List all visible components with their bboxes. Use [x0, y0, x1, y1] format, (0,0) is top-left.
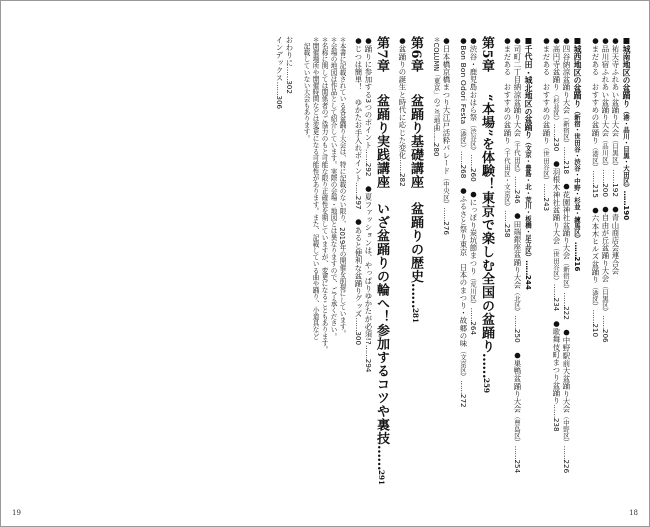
- toc-entry-title: ●祐天寺ふれあい盆踊り大会: [611, 36, 620, 137]
- toc-page-number: 215: [591, 184, 600, 198]
- leader-dots: ……: [469, 154, 478, 168]
- spacer: [583, 36, 590, 456]
- toc-chapter-heading: [407, 36, 424, 456]
- chapter-title: 盆踊り実践講座 いざ盆踊りの輪へ！参加するコツや裏技: [374, 94, 389, 446]
- toc-entry-area: （中央区）: [442, 174, 450, 208]
- toc-page-number: 222: [562, 306, 571, 320]
- toc-entry: [441, 36, 451, 456]
- toc-page-number: 281: [411, 308, 420, 324]
- toc-entry-title: ●六本木ヒルズ盆踊り: [591, 205, 600, 284]
- table-of-contents: [274, 36, 632, 486]
- spacer: [451, 36, 458, 456]
- toc-page-number: 243: [542, 197, 551, 212]
- toc-page-number: 192: [611, 183, 620, 197]
- leader-dots: ……: [459, 380, 468, 394]
- toc-entry-area: （港・品川・目黒・大田区）: [622, 107, 630, 191]
- leader-dots: ……: [513, 445, 522, 460]
- toc-page-number: 218: [562, 160, 571, 175]
- toc-entry: [551, 36, 561, 456]
- leader-dots: ……: [503, 210, 512, 224]
- toc-entry: [397, 36, 407, 456]
- toc-entry-area: （文京区）: [459, 347, 467, 381]
- toc-entry-title: ●あると便利な盆踊りグッズ: [354, 217, 363, 318]
- toc-entry-area: （杉並区）: [552, 90, 560, 124]
- toc-entry-title: ●まだある おすすめの盆踊り: [503, 36, 512, 144]
- toc-chapter-heading: [373, 36, 390, 486]
- toc-entry-title: ●巣鴨盆踊り大会: [513, 350, 522, 413]
- page-number-right: 18: [629, 509, 638, 517]
- leader-dots: ……: [374, 445, 389, 471]
- toc-entry-title: ●夏ファッションは、やっぱりゆかたが必須!?: [364, 184, 373, 345]
- toc-entry-area: （文京・豊島・北・荒川・板橋・足立区）: [524, 138, 532, 261]
- leader-dots: ……: [469, 307, 478, 322]
- spacer: [294, 36, 301, 456]
- toc-page-number: 264: [469, 321, 478, 336]
- toc-page-number: 246: [513, 189, 522, 204]
- toc-entry-title: ■千代田・城北地区の盆踊り: [524, 36, 533, 139]
- toc-section-heading: [571, 36, 583, 456]
- toc-page-number: 297: [354, 195, 363, 210]
- chapter-label: 第6章: [408, 36, 423, 73]
- toc-page-number: 230: [552, 137, 561, 152]
- toc-entry: [353, 36, 363, 456]
- toc-page-number: 294: [364, 358, 373, 373]
- leader-dots: ……: [513, 176, 522, 190]
- toc-entry-title: ●中野駅前大盆踊り大会: [562, 327, 571, 413]
- leader-dots: ……: [364, 344, 373, 359]
- toc-page-number: 250: [513, 328, 522, 343]
- leader-dots: ……: [601, 315, 610, 329]
- toc-entry: [561, 36, 571, 474]
- toc-entry-title: ●渋谷・鹿児島おはら祭: [469, 36, 478, 122]
- toc-entry: [363, 36, 373, 456]
- leader-dots: ……: [591, 170, 600, 185]
- toc-entry-title: ●羽根木神社盆踊り大会: [552, 158, 561, 245]
- spacer: [390, 36, 397, 456]
- toc-entry-title: ●高円寺盆踊り: [552, 36, 561, 91]
- toc-note: [319, 36, 328, 456]
- toc-entry-title: ●日本橋京橋まつり大江戸活粋パレード: [442, 36, 451, 175]
- toc-entry-title: ●まだある おすすめの盆踊り: [542, 36, 551, 144]
- leader-dots: ……: [552, 123, 561, 138]
- toc-entry-area: （中野区）: [562, 412, 570, 446]
- toc-entry-title: ●歌舞伎町まつり盆踊り: [552, 318, 561, 405]
- toc-note: [310, 36, 319, 456]
- toc-entry-area: （世田谷区）: [552, 244, 560, 284]
- toc-page-number: 210: [591, 323, 600, 338]
- toc-page-number: 200: [601, 183, 610, 197]
- leader-dots: ……: [459, 150, 468, 165]
- toc-entry-title: ●花園神社盆踊り大会: [562, 181, 571, 260]
- toc-entry-area: （新宿区）: [562, 113, 570, 147]
- leader-dots: ……: [442, 207, 451, 222]
- toc-entry-title: おわりに: [285, 36, 294, 67]
- leader-dots: ……: [622, 190, 631, 206]
- toc-page-number: 226: [562, 459, 571, 474]
- toc-page-number: 302: [285, 80, 294, 94]
- toc-entry: [541, 36, 551, 456]
- leader-dots: ……: [562, 292, 571, 307]
- chapter-title: “本場”を体験！東京で楽しむ全国の盆踊り: [479, 94, 494, 354]
- toc-entry-title: ●踊りに参加する3つのポイント: [364, 36, 373, 149]
- leader-dots: ……: [432, 130, 440, 143]
- toc-note: [301, 36, 310, 456]
- toc-page-number: 282: [398, 172, 407, 187]
- page-number-left: 19: [12, 509, 21, 517]
- toc-page-number: 244: [524, 274, 533, 290]
- leader-dots: ……: [513, 315, 522, 329]
- leader-dots: ……: [601, 169, 610, 184]
- toc-entry-title: ＊名称に関しては関係者のご協力のもと可能な限り正確性を期していますが、変更になることもあります。: [320, 36, 328, 353]
- toc-page-number: 260: [469, 167, 478, 182]
- toc-section-heading: [620, 36, 632, 456]
- toc-entry: [502, 36, 512, 456]
- toc-page-number: 291: [377, 470, 386, 486]
- toc-entry-title: インデックス: [275, 36, 284, 82]
- leader-dots: ……: [542, 183, 551, 198]
- toc-entry-area: （千代田区・文京区）: [503, 144, 511, 210]
- toc-entry-area: （新宿・世田谷・渋谷・中野・杉並・練馬区）: [573, 107, 581, 242]
- toc-entry-title: ●青山商店会連合会: [611, 204, 620, 275]
- toc-entry-title: ＊COLUMN「東京」のご当地曲: [432, 36, 440, 131]
- toc-entry: [600, 36, 610, 456]
- toc-page-number: 292: [364, 162, 373, 177]
- toc-entry-title: ●四谷納涼盆踊り大会: [562, 36, 571, 114]
- toc-note: [328, 36, 337, 456]
- toc-entry: [274, 36, 284, 456]
- toc-entry-area: （港区）: [459, 124, 467, 151]
- leader-dots: ……: [562, 445, 571, 460]
- toc-page-number: 306: [275, 95, 284, 110]
- toc-entry-title: ●ふるさと祭り東京 日本のまつり・故郷の味: [459, 185, 468, 348]
- toc-entry-title: ■城南地区の盆踊り: [622, 36, 631, 108]
- toc-entry-area: （世田谷区）: [542, 144, 550, 184]
- toc-page-number: 280: [432, 142, 441, 157]
- toc-entry-title: ●まだある おすすめの盆踊り: [591, 36, 600, 144]
- chapter-label: 第7章: [374, 36, 389, 73]
- toc-page-number: 254: [513, 459, 522, 474]
- toc-entry-area: （渋谷区）: [469, 121, 477, 155]
- leader-dots: ……: [591, 309, 600, 324]
- leader-dots: ……: [573, 241, 582, 257]
- leader-dots: ……: [479, 353, 494, 379]
- leader-dots: ……: [552, 283, 561, 298]
- toc-page-number: 238: [552, 417, 561, 432]
- spacer: [534, 36, 541, 456]
- toc-entry: [458, 36, 468, 456]
- toc-entry: [284, 36, 294, 456]
- toc-entry-area: （港区）: [591, 144, 599, 171]
- toc-entry: [468, 36, 478, 456]
- toc-page-number: 272: [459, 393, 468, 408]
- toc-entry-area: （荒川区）: [469, 274, 477, 308]
- toc-entry-title: ●自由が丘盆踊り大会: [601, 204, 610, 283]
- toc-page-number: 276: [442, 221, 451, 235]
- chapter-label: 第5章: [479, 36, 494, 73]
- leader-dots: ……: [354, 317, 363, 332]
- toc-entry-area: （目黒区）: [601, 282, 609, 316]
- toc-page-number: 234: [552, 297, 561, 312]
- toc-entry-area: （北区）: [513, 288, 521, 316]
- toc-entry-title: 記載していない大会もあります。: [302, 36, 310, 142]
- toc-entry-title: ●Bon Bon Odori Festa: [459, 36, 468, 125]
- toc-entry-title: ＊開催場所や開催時間などは変更になる可能性があります。また、記載している曲や踊り、小道具など: [311, 36, 319, 340]
- leader-dots: ……: [552, 404, 561, 418]
- toc-note: [431, 36, 441, 456]
- leader-dots: ……: [364, 148, 373, 163]
- toc-entry: [512, 36, 522, 474]
- leader-dots: ……: [408, 283, 423, 309]
- toc-chapter-heading: [478, 36, 495, 456]
- toc-entry-area: （目黒区）: [611, 136, 619, 170]
- leader-dots: ……: [611, 169, 620, 184]
- toc-section-heading: [522, 36, 534, 456]
- toc-note: [337, 36, 346, 456]
- toc-entry-title: ■城西地区の盆踊り: [573, 36, 582, 108]
- toc-entry-title: ●盆踊りの誕生と時代に応じた変化: [398, 36, 407, 160]
- toc-page-number: 206: [601, 328, 610, 343]
- toc-entry-area: （千代田区）: [513, 136, 521, 177]
- spacer: [346, 36, 353, 456]
- toc-page-number: 300: [354, 331, 363, 346]
- toc-entry-title: ＊会場の地図は作品として紹介しています。実際の会場・地図とは異なりますので、ご了承ください。: [329, 36, 337, 340]
- chapter-title: 盆踊り基礎講座 盆踊りの歴史: [408, 94, 423, 284]
- toc-entry: [610, 36, 620, 456]
- leader-dots: ……: [354, 182, 363, 196]
- spacer: [495, 36, 502, 456]
- toc-entry: [590, 36, 600, 456]
- toc-entry-area: （豊島区）: [513, 412, 521, 446]
- leader-dots: ……: [398, 159, 407, 173]
- toc-page-number: 190: [622, 205, 631, 221]
- toc-entry-title: ●司町二丁目納涼盆踊り大会: [513, 36, 522, 137]
- leader-dots: ……: [562, 146, 571, 161]
- spacer: [424, 36, 431, 456]
- toc-entry-title: ●田端銀座盆踊り大会: [513, 211, 522, 289]
- toc-entry-title: ●品川宿ふれあい盆踊り大会: [601, 36, 610, 137]
- toc-entry-area: （港区）: [591, 283, 599, 310]
- leader-dots: ……: [524, 260, 533, 275]
- toc-entry-area: （品川区）: [601, 136, 609, 170]
- toc-entry-area: （新宿区）: [562, 259, 570, 293]
- toc-entry-title: ＊本書に記載されている各盆踊り大会は、特に記載のない限り、2019年の開催を前提にしています。: [338, 36, 346, 337]
- leader-dots: ……: [285, 66, 294, 81]
- toc-page-number: 268: [459, 164, 468, 179]
- toc-entry-title: ●にっぽり炭坑節まつり: [469, 189, 478, 275]
- toc-page-number: 259: [482, 378, 491, 394]
- toc-page-number: 258: [503, 223, 512, 238]
- toc-page-number: 216: [573, 256, 582, 272]
- toc-entry-title: ●じつは簡単！ ゆかたお手入れポイント: [354, 36, 363, 182]
- leader-dots: ……: [275, 81, 284, 96]
